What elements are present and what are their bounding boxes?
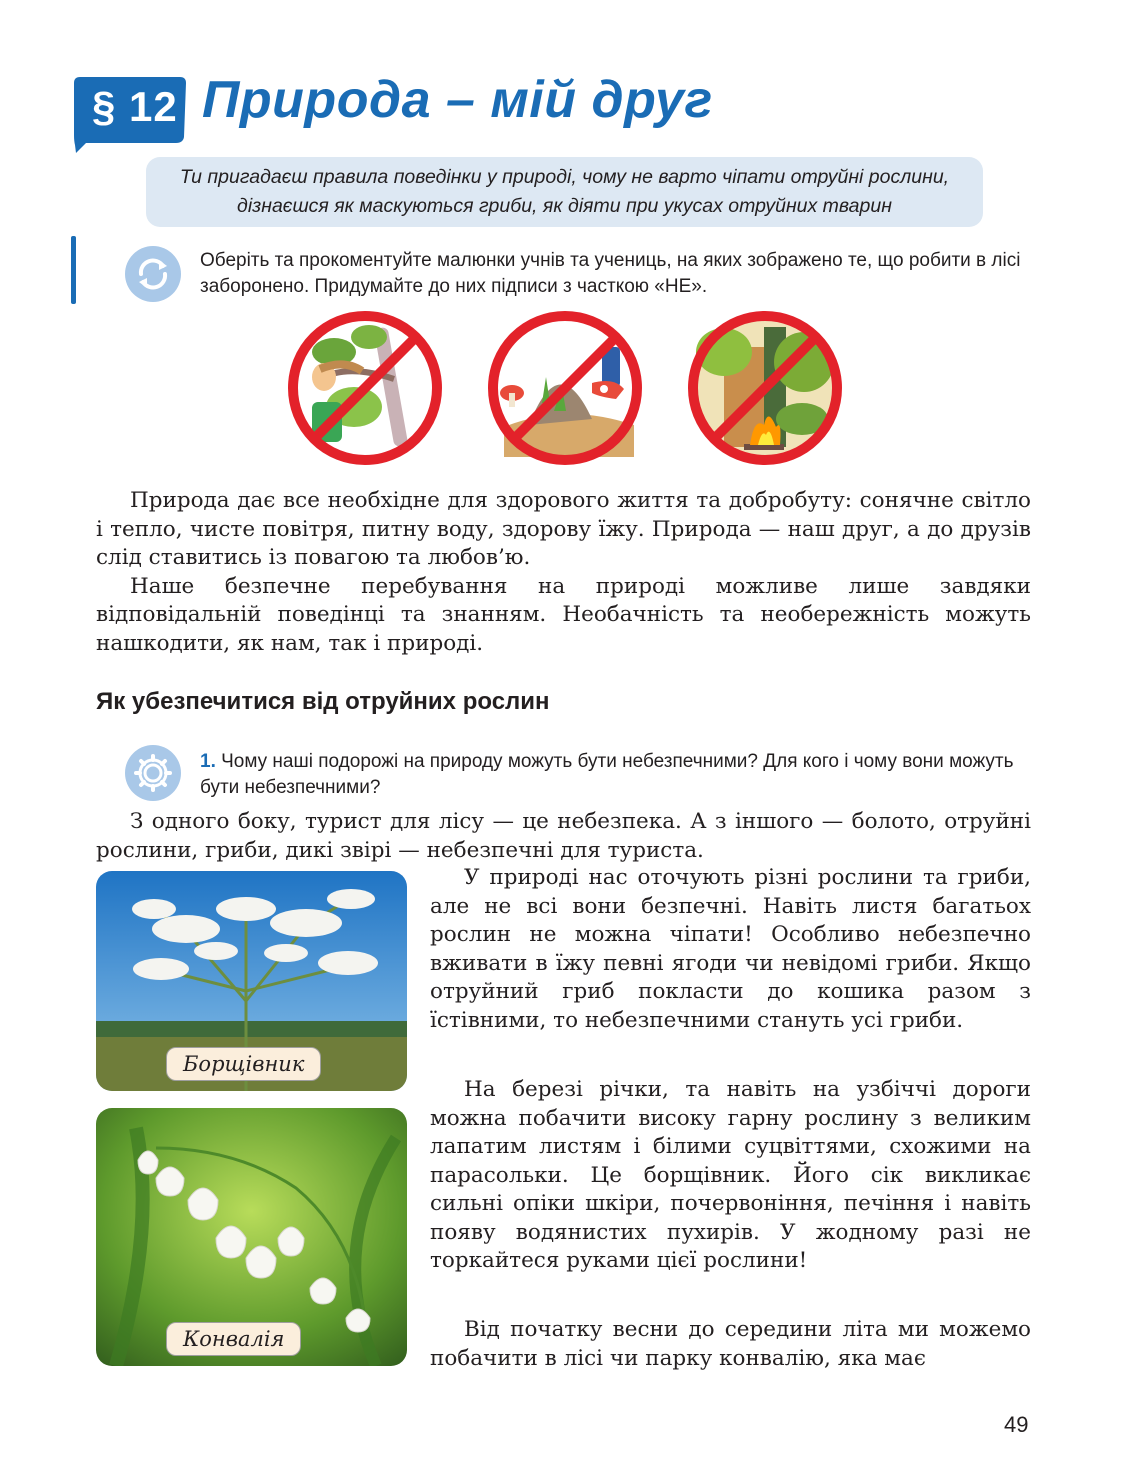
side-accent-bar — [71, 236, 76, 304]
paragraph-badge — [72, 75, 186, 153]
poisonous-plants-text — [430, 864, 1031, 1035]
intro-box — [146, 157, 983, 227]
lily-of-the-valley-photo — [96, 1108, 407, 1366]
task-number: 1. — [200, 751, 216, 772]
no-campfire-icon — [684, 307, 846, 469]
body-paragraph-4: У природі нас оточують різні рослини та гриби, але не всі вони безпечні. Навіть листя багатьох рослин не можна чіпати! Особливо небезпечно вживати в їжу певні ягоди чи невідомі гриби. Якщо отруйний гриб покласти до кошика разом з їстівними, то небезпечними стануть усі гриби. — [430, 865, 1031, 1033]
body-paragraph-3: З одного боку, турист для лісу — це небезпека. А з іншого — болото, отруйні рослини, гриби, дикі звірі — небезпечні для туриста. — [96, 809, 1031, 863]
task-question — [200, 749, 1035, 801]
paragraph-number: § 12 — [92, 83, 178, 130]
intro-paragraphs — [96, 487, 1031, 658]
body-paragraph-1: Природа дає все необхідне для здорового життя та добробуту: сонячне світло і тепло, чисте повітря, питну воду, здорову їжу. Природа — наш друг, а до друзів слід ставитись із повагою та любов’ю. — [96, 488, 1031, 570]
section-heading: Як убезпечитися від отруйних рослин — [96, 688, 550, 715]
body-paragraph-6: Від початку весни до середини літа ми можемо побачити в лісі чи парку конвалію, яка має — [430, 1317, 1031, 1371]
no-breaking-branches-icon — [284, 307, 446, 469]
no-kicking-anthill-icon — [484, 307, 646, 469]
hogweed-label: Борщівник — [166, 1047, 321, 1081]
gear-icon — [125, 745, 181, 801]
lily-text — [430, 1316, 1031, 1373]
page-title: Природа – мій друг — [202, 71, 713, 129]
lily-label: Конвалія — [166, 1322, 301, 1356]
tourist-paragraph — [96, 808, 1031, 865]
body-paragraph-5: На березі річки, та навіть на узбіччі дороги можна побачити високу гарну рослину з великим лапатим листям і білими суцвіттями, схожими на парасольки. Це борщівник. Його сік викликає сильні опіки шкіри, почервоніння, печіння і навіть появу водянистих пухирів. У жодному разі не торкайтеся руками цієї рослини! — [430, 1077, 1031, 1273]
task-discuss-text: Оберіть та прокоментуйте малюнки учнів та учениць, на яких зображено те, що робити в лісі заборонено. Придумайте до них підписи з часткою «НЕ». — [200, 250, 1021, 297]
hogweed-photo — [96, 871, 407, 1091]
task-question-text: Чому наші подорожі на природу можуть бути небезпечними? Для кого і чому вони можуть бути небезпечними? — [200, 751, 1014, 798]
intro-text: Ти пригадаєш правила поведінки у природі, чому не варто чіпати отруйні рослини, дізнаєшся як маскуються гриби, як діяти при укусах отруйних тварин — [179, 166, 950, 217]
refresh-arrows-icon — [125, 246, 181, 302]
hogweed-text — [430, 1076, 1031, 1276]
page-number: 49 — [1004, 1412, 1029, 1437]
body-paragraph-2: Наше безпечне перебування на природі можливе лише завдяки відповідальній поведінці та знанням. Необачність та необережність можуть нашкодити, як нам, так і природі. — [96, 573, 1031, 656]
